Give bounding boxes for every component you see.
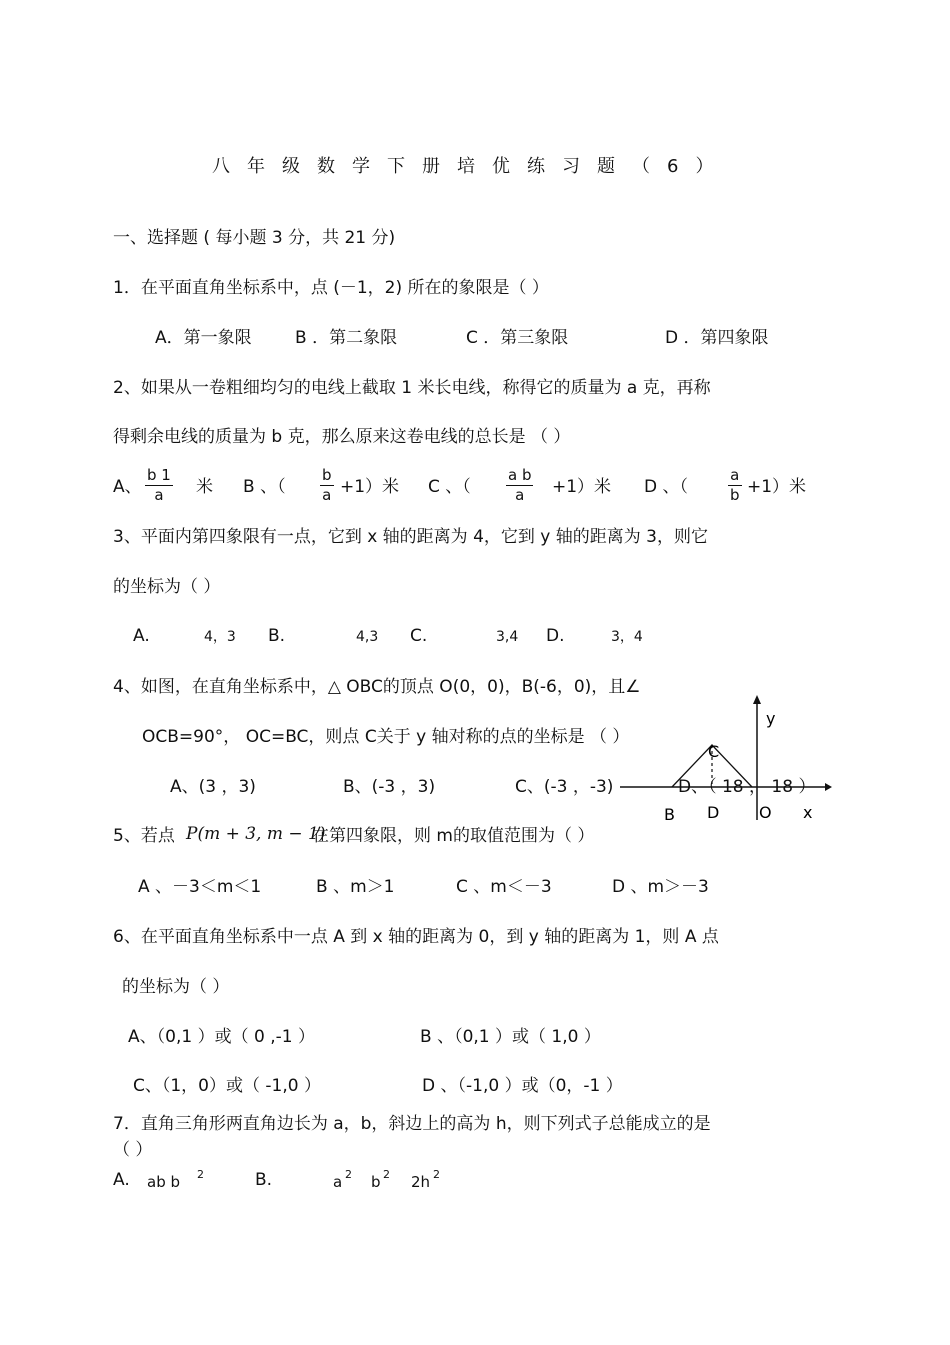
q2-option-a-label: A、 [113, 477, 142, 497]
q5-option-b: B 、m＞1 [316, 877, 395, 897]
coordinate-figure [600, 690, 840, 830]
q6-option-c: C、（1，0）或（ -1,0 ） [133, 1076, 321, 1096]
q6-stem-line1: 6、在平面直角坐标系中一点 A 到 x 轴的距离为 0，到 y 轴的距离为 1，则 A 点 [113, 927, 719, 947]
q2-option-b-label: B 、（ [243, 477, 286, 497]
q2-option-b-fraction: b a [322, 466, 332, 504]
x-axis-label: x [803, 803, 813, 822]
q7-option-a-label: A. [113, 1170, 130, 1190]
q3-option-a-label: A. [133, 626, 150, 646]
q7-option-b-exponent-h: 2 [433, 1168, 440, 1181]
q2-option-d-tail: +1）米 [747, 477, 807, 497]
q2-option-c-tail: +1）米 [552, 477, 612, 497]
section-heading: 一、选择题 ( 每小题 3 分，共 21 分) [113, 228, 396, 248]
q5-option-d: D 、m＞－3 [612, 877, 709, 897]
q5-stem-start: 5、若点 [113, 826, 175, 846]
q4-option-d: D、（ 18 ， 18 ） [678, 777, 816, 797]
q5-stem-end: 在第四象限，则 m的取值范围为（ ） [312, 826, 595, 846]
q7-option-a-exponent: 2 [197, 1168, 204, 1181]
q2-option-d-fraction: a b [730, 466, 740, 504]
q2-option-b-tail: +1）米 [340, 477, 400, 497]
q3-option-a-value: 4，3 [204, 629, 236, 645]
q4-option-a: A、(3 ，3) [170, 777, 256, 797]
q3-option-b-value: 4,3 [356, 629, 379, 645]
q1-stem: 1．在平面直角坐标系中，点 (－1，2) 所在的象限是（ ） [113, 278, 549, 298]
q7-option-b-term-h: 2h [411, 1173, 431, 1191]
q5-option-c: C 、m＜－3 [456, 877, 552, 897]
q7-option-b-exponent-b: 2 [383, 1168, 390, 1181]
q6-option-b: B 、（0,1 ）或（ 1,0 ） [420, 1027, 601, 1047]
q3-option-c-value: 3,4 [496, 629, 519, 645]
q7-option-b-term-b: b [371, 1173, 381, 1191]
q7-stem-line2: （ ） [113, 1140, 153, 1160]
point-o-label: O [759, 803, 772, 822]
q4-option-c: C、(-3 ，-3) [515, 777, 614, 797]
q3-option-d-label: D. [546, 626, 565, 646]
page-title: 八年级数学下册培优练习题（6） [212, 156, 731, 177]
q4-stem-line1: 4、如图，在直角坐标系中，△ OBC的顶点 O(0，0)，B(-6，0)，且∠ [113, 677, 641, 697]
q2-option-c-fraction: a b a [508, 466, 532, 504]
q2-option-a-unit: 米 [196, 477, 213, 497]
q3-option-c-label: C. [410, 626, 428, 646]
y-axis-arrow-icon [753, 695, 761, 704]
q1-option-a: A．第一象限 [155, 328, 252, 348]
q7-option-b-exponent-a: 2 [345, 1168, 352, 1181]
q3-stem-line2: 的坐标为（ ） [113, 577, 221, 597]
q2-option-c-label: C 、（ [428, 477, 471, 497]
q7-stem-line1: 7．直角三角形两直角边长为 a，b，斜边上的高为 h，则下列式子总能成立的是 [113, 1114, 711, 1134]
point-c-label: C [708, 742, 720, 761]
q1-option-b: B ．第二象限 [295, 328, 398, 348]
q2-stem-line1: 2、如果从一卷粗细均匀的电线上截取 1 米长电线，称得它的质量为 a 克，再称 [113, 378, 711, 398]
q7-option-b-label: B. [255, 1170, 273, 1190]
q4-option-b: B、(-3 ，3) [343, 777, 436, 797]
point-b-label: B [664, 805, 675, 824]
x-axis-arrow-icon [825, 783, 832, 791]
q7-option-b-term-a: a [333, 1173, 343, 1191]
q3-option-d-value: 3，4 [611, 629, 643, 645]
q5-point-expression: P(m + 3, m − 1) [186, 824, 326, 844]
q3-option-b-label: B. [268, 626, 286, 646]
q6-stem-line2: 的坐标为（ ） [122, 977, 230, 997]
q2-option-a-fraction: b 1 a [147, 466, 171, 504]
q1-option-c: C ．第三象限 [466, 328, 569, 348]
point-d-label: D [707, 803, 720, 822]
q7-option-a-expression: ab b [147, 1173, 181, 1191]
y-axis-label: y [766, 709, 776, 728]
q3-stem-line1: 3、平面内第四象限有一点，它到 x 轴的距离为 4，它到 y 轴的距离为 3，则它 [113, 527, 708, 547]
q1-option-d: D ．第四象限 [665, 328, 769, 348]
q2-option-d-label: D 、（ [644, 477, 688, 497]
q2-stem-line2: 得剩余电线的质量为 b 克，那么原来这卷电线的总长是 （ ） [113, 427, 571, 447]
q5-option-a: A 、－3＜m＜1 [138, 877, 262, 897]
q6-option-d: D 、（-1,0 ）或（0，-1 ） [422, 1076, 623, 1096]
q4-stem-line2: OCB=90°， OC=BC，则点 C关于 y 轴对称的点的坐标是 （ ） [142, 727, 630, 747]
q6-option-a: A、（0,1 ）或（ 0 ,-1 ） [128, 1027, 315, 1047]
